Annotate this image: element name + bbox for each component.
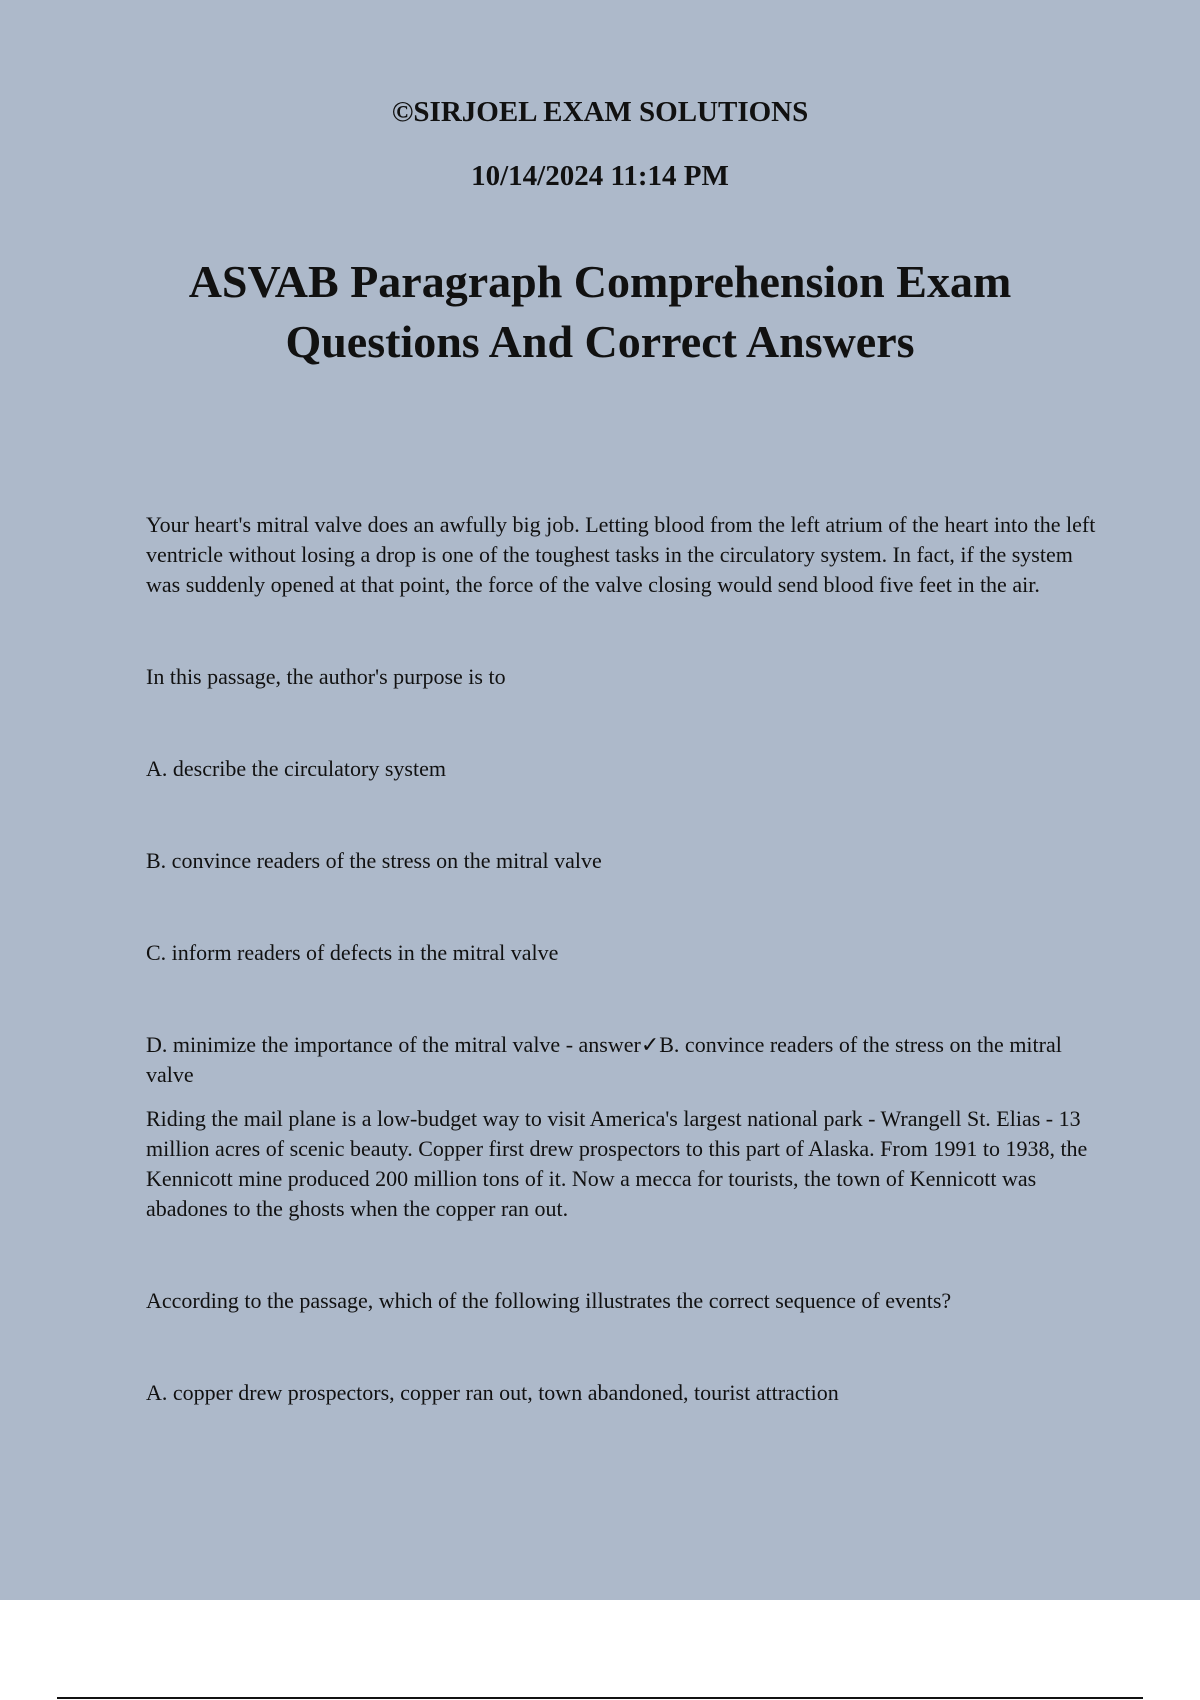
- q1-option-d-answer: D. minimize the importance of the mitral valve - answer✓B. convince readers of the stress on the mitral valve: [146, 1032, 1062, 1087]
- q1-passage: Your heart's mitral valve does an awfully big job. Letting blood from the left atrium of the heart into the left ventricle without losing a drop is one of the toughest tasks in the circulatory system. In fact, if the system was suddenly opened at that point, the force of the valve closing would send blood five feet in the air.: [146, 512, 1096, 597]
- brand-header: ©SIRJOEL EXAM SOLUTIONS: [391, 96, 809, 128]
- date-time: 10/14/2024 11:14 PM: [471, 160, 729, 192]
- document-body: [146, 510, 1096, 1408]
- document-title: [0, 252, 1200, 372]
- q1-prompt: In this passage, the author's purpose is to: [146, 664, 506, 689]
- q2-prompt: According to the passage, which of the following illustrates the correct sequence of events?: [146, 1288, 952, 1313]
- q2-passage: Riding the mail plane is a low-budget way to visit America's largest national park - Wrangell St. Elias - 13 million acres of scenic beauty. Copper first drew prospectors to this part of Alaska. From 1991 to 1938, the Kennicott mine produced 200 million tons of it. Now a mecca for tourists, the town of Kennicott was abadones to the ghosts when the copper ran out.: [146, 1106, 1088, 1221]
- q1-option-b: B. convince readers of the stress on the mitral valve: [146, 848, 602, 873]
- title-line-1: ASVAB Paragraph Comprehension Exam: [188, 256, 1012, 307]
- q2-option-a: A. copper drew prospectors, copper ran out, town abandoned, tourist attraction: [146, 1380, 839, 1405]
- title-line-2: Questions And Correct Answers: [285, 316, 915, 367]
- q1-option-a: A. describe the circulatory system: [146, 756, 446, 781]
- footer-rule: [57, 1697, 1143, 1699]
- q1-option-c: C. inform readers of defects in the mitral valve: [146, 940, 559, 965]
